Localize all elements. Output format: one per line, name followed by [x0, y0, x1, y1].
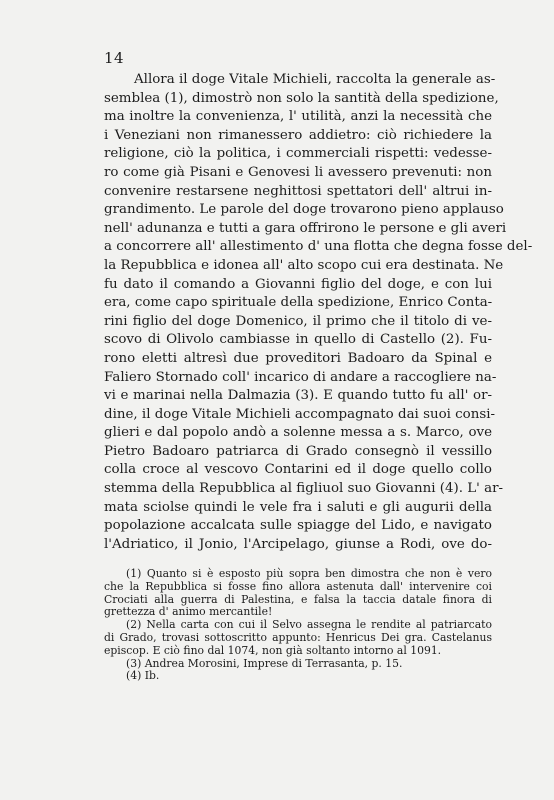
footnote-line: Crociati alla guerra di Palestina, e falsa la taccia datale finora di [104, 592, 492, 606]
text-line: scovo di Olivolo cambiasse in quello di Castello (2). Fu- [104, 332, 492, 348]
footnote-line: di Grado, trovasi sottoscritto appunto: Henricus Dei gra. Castelanus [104, 630, 492, 644]
text-line: Faliero Stornado coll' incarico di andare a raccogliere na- [104, 369, 497, 385]
footnote-line: episcop. E ciò fino dal 1074, non già soltanto intorno al 1091. [104, 643, 442, 657]
text-line: l'Adriatico, il Jonio, l'Arcipelago, giunse a Rodi, ove do- [104, 536, 492, 552]
main-text [104, 71, 533, 554]
footnote-line: grettezza d' animo mercantile! [104, 605, 273, 619]
text-line: glieri e dal popolo andò a solenne messa a s. Marco, ove [104, 425, 492, 441]
footnote-line: (4) Ib. [126, 669, 160, 683]
footnote-line: (3) Andrea Morosini, Imprese di Terrasanta, p. 15. [126, 656, 403, 670]
text-line: fu dato il comando a Giovanni figlio del doge, e con lui [104, 276, 492, 292]
text-line: i Veneziani non rimanessero addietro: ciò richiedere la [104, 127, 492, 143]
text-line: ma inoltre la convenienza, l' utilità, anzi la necessità che [104, 109, 492, 125]
text-line: popolazione accalcata sulle spiagge del Lido, e navigato [104, 518, 492, 534]
text-line: mata sciolse quindi le vele fra i saluti e gli augurii della [104, 499, 492, 515]
text-line: convenire restarsene neghittosi spettatori dell' altrui in- [104, 183, 492, 199]
text-line: nell' adunanza e tutti a gara offrirono le persone e gli averi [104, 220, 507, 236]
text-line: grandimento. Le parole del doge trovarono pieno applauso [104, 202, 504, 218]
text-line: rini figlio del doge Domenico, il primo che il titolo di ve- [104, 313, 492, 329]
footnote-line: (1) Quanto si è esposto più sopra ben dimostra che non è vero [126, 567, 492, 580]
text-line: Allora il doge Vitale Michieli, raccolta la generale as- [134, 72, 496, 87]
text-line: semblea (1), dimostrò non solo la santità della spedizione, [104, 90, 499, 106]
text-line: dine, il doge Vitale Michieli accompagnato dai suoi consi- [104, 406, 496, 422]
text-line: religione, ciò la politica, i commerciali rispetti: vedesse- [104, 146, 492, 162]
page-number: 14 [104, 49, 125, 67]
footnote-line: (2) Nella carta con cui il Selvo assegna le rendite al patriarcato [126, 618, 492, 632]
footnotes [104, 568, 492, 683]
text-line: stemma della Repubblica al figliuol suo Giovanni (4). L' ar- [104, 481, 503, 497]
text-line: vi e marinai nella Dalmazia (3). E quando tutto fu all' or- [104, 388, 492, 404]
text-line: era, come capo spirituale della spedizione, Enrico Conta- [104, 295, 493, 311]
text-line: colla croce al vescovo Contarini ed il doge quello collo [104, 462, 492, 478]
footnote-line: che la Repubblica si fosse fino allora astenuta dall' intervenire coi [104, 579, 492, 593]
text-line: rono eletti altresì due proveditori Badoaro da Spinal e [104, 350, 492, 366]
text-line: a concorrere all' allestimento d' una flotta che degna fosse del- [104, 239, 533, 255]
text-line: ro come già Pisani e Genovesi li avessero prevenuti: non [104, 164, 492, 180]
text-line: la Repubblica e idonea all' alto scopo cui era destinata. Ne [104, 257, 504, 273]
text-line: Pietro Badoaro patriarca di Grado consegnò il vessillo [104, 443, 492, 459]
